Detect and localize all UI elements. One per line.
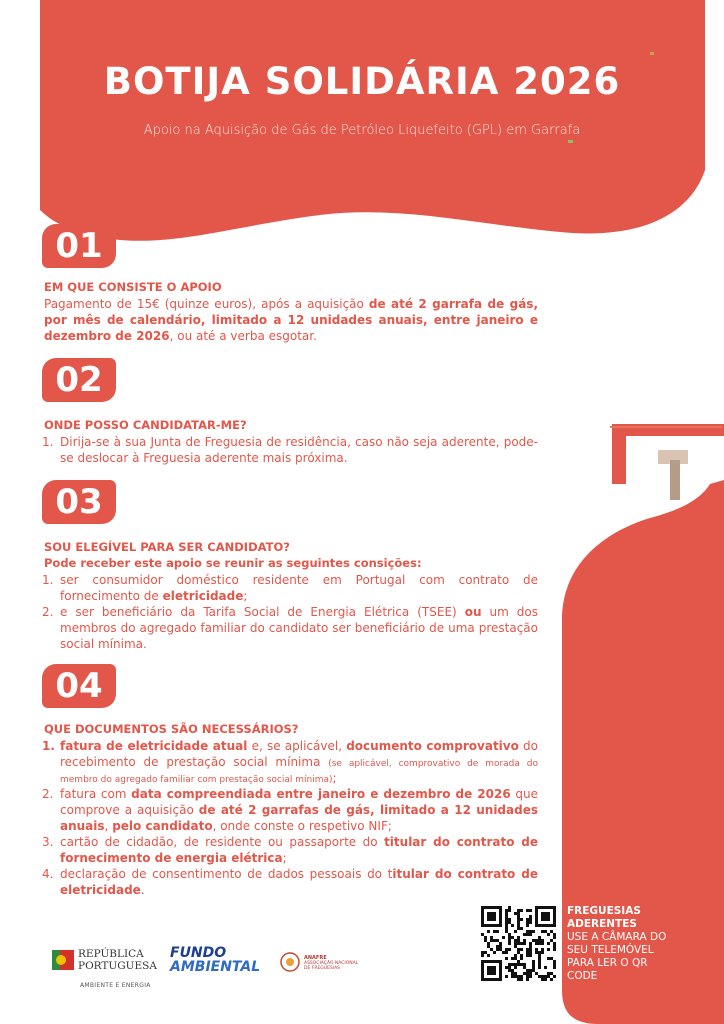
text-run: Pagamento de 15€ (quinze euros), após a aquisição bbox=[44, 297, 369, 311]
section-list bbox=[42, 434, 538, 466]
qr-info-panel bbox=[562, 902, 680, 986]
anafre-text bbox=[304, 956, 358, 971]
text-run: ser consumidor doméstico residente em Portugal com contrato de fornecimento de bbox=[60, 573, 538, 603]
text-run: ; bbox=[332, 771, 337, 785]
anafre-name: ANAFRE bbox=[304, 955, 327, 961]
text-run-bold: titular do contrato de fornecimento de energia elétrica bbox=[60, 835, 538, 865]
qr-panel-title: FREGUESIAS bbox=[567, 905, 641, 917]
list-item bbox=[42, 434, 538, 466]
text-run-bold: de até 2 garrafa de gás, por mês de calendário, limitado a 12 unidades anuais, entre janeiro e dezembro de 2026 bbox=[44, 297, 538, 343]
fundo-line: FUNDO bbox=[170, 945, 227, 961]
text-run: e, se aplicável, bbox=[247, 739, 347, 753]
text-run: do recebimento de prestação social mínima bbox=[60, 739, 539, 769]
anafre-emblem-icon bbox=[280, 950, 300, 974]
list-item-number: 2. bbox=[42, 787, 54, 801]
section-title: QUE DOCUMENTOS SÃO NECESSÁRIOS? bbox=[44, 722, 299, 736]
text-run: que comprove a aquisição bbox=[60, 787, 538, 817]
list-item bbox=[42, 572, 538, 604]
text-run: , bbox=[104, 819, 113, 833]
section-number-badge: 02 bbox=[42, 358, 116, 402]
text-run: Dirija-se à sua Junta de Freguesia de residência, caso não seja aderente, pode-se deslocar à Freguesia aderente mais próxima. bbox=[60, 435, 538, 465]
section-title: SOU ELEGÍVEL PARA SER CANDIDATO? bbox=[44, 540, 290, 554]
section-number-badge: 03 bbox=[42, 480, 116, 524]
text-run-bold: fatura de eletricidade atual bbox=[60, 739, 248, 753]
ambiente-energia-label: AMBIENTE E ENERGIA bbox=[80, 982, 151, 989]
list-item-number: 2. bbox=[42, 605, 54, 619]
fundo-line: AMBIENTAL bbox=[170, 959, 261, 975]
text-run-bold: documento comprovativo bbox=[346, 739, 519, 753]
text-run: . bbox=[140, 883, 145, 897]
text-run: ; bbox=[282, 851, 287, 865]
list-item-number: 1. bbox=[42, 573, 54, 587]
page-title: BOTIJA SOLIDÁRIA 2026 bbox=[103, 60, 621, 103]
anafre-sub: DE FREGUESIAS bbox=[304, 966, 341, 971]
republica-portuguesa-text bbox=[78, 948, 157, 972]
section-list bbox=[42, 572, 538, 652]
list-item-number: 3. bbox=[42, 835, 54, 849]
text-run-bold: de até 2 garrafas de gás, limitado a 12 unidades anuais bbox=[60, 803, 538, 833]
text-run: cartão de cidadão, de residente ou passaporte do bbox=[60, 835, 385, 849]
republica-line: PORTUGUESA bbox=[78, 960, 157, 972]
text-run: , onde conste o respetivo NIF; bbox=[212, 819, 392, 833]
fundo-ambiental-logo bbox=[170, 946, 260, 974]
qr-code-image bbox=[478, 904, 560, 984]
text-run: fatura com bbox=[60, 787, 132, 801]
text-run: ; bbox=[243, 589, 248, 603]
list-item-number: 4. bbox=[42, 867, 54, 881]
list-item bbox=[42, 786, 538, 834]
list-item bbox=[42, 604, 538, 652]
text-run: , ou até a verba esgotar. bbox=[169, 329, 317, 343]
text-run-small: (se aplicável, comprovativo de morada do membro do agregado familiar com prestação social mínima) bbox=[60, 759, 538, 785]
list-item bbox=[42, 866, 538, 898]
text-run-bold: data compreendiada entre janeiro e dezembro de 2026 bbox=[131, 787, 511, 801]
list-item bbox=[42, 738, 538, 786]
section-paragraph bbox=[44, 296, 538, 344]
list-item-number: 1. bbox=[42, 435, 54, 449]
text-run-bold: itular do contrato de eletricidade bbox=[60, 867, 539, 897]
list-item-number: 1. bbox=[42, 739, 55, 753]
anafre-sub: ASSOCIAÇÃO NACIONAL bbox=[304, 961, 359, 966]
text-run-bold: eletricidade bbox=[162, 589, 244, 603]
qr-panel-title: ADERENTES bbox=[567, 918, 637, 930]
qr-code[interactable] bbox=[478, 904, 560, 984]
text-run-bold: ou bbox=[464, 605, 482, 619]
list-item bbox=[42, 834, 538, 866]
page-subtitle: Apoio na Aquisição de Gás de Petróleo Liquefeito (GPL) em Garrafa bbox=[143, 123, 581, 138]
section-number-badge: 04 bbox=[42, 664, 116, 708]
qr-panel-text: USE A CÂMARA DO SEU TELEMÓVEL PARA LER O QR CODE bbox=[567, 931, 667, 982]
text-run: um dos membros do agregado familiar do candidato ser beneficiário de uma prestação social mínima. bbox=[60, 605, 538, 651]
text-run-bold: pelo candidato bbox=[112, 819, 213, 833]
republica-line: REPÚBLICA bbox=[78, 948, 144, 960]
section-number-badge: 01 bbox=[42, 224, 116, 268]
section-intro: Pode receber este apoio se reunir as seguintes consições: bbox=[44, 556, 422, 570]
section-title: EM QUE CONSISTE O APOIO bbox=[44, 280, 222, 294]
text-run: e ser beneficiário da Tarifa Social de Energia Elétrica (TSEE) bbox=[60, 605, 465, 619]
text-run: declaração de consentimento de dados pessoais do t bbox=[60, 867, 393, 881]
section-title: ONDE POSSO CANDIDATAR-ME? bbox=[44, 418, 247, 432]
section-list bbox=[42, 738, 538, 898]
